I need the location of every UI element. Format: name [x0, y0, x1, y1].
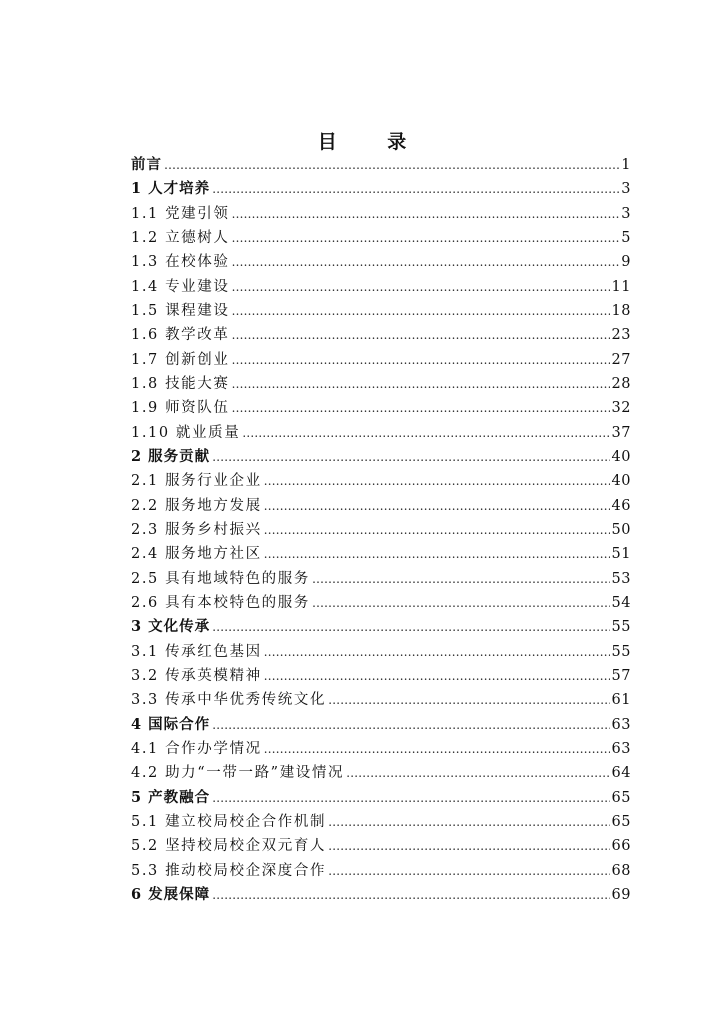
- toc-entry[interactable]: [131, 591, 631, 615]
- dot-leader: [328, 810, 609, 834]
- toc-entry[interactable]: [131, 810, 631, 834]
- dot-leader: [328, 688, 609, 712]
- dot-leader: [212, 883, 609, 907]
- toc-entry-label: 1.5 课程建设: [131, 302, 230, 319]
- toc-entry[interactable]: [131, 202, 631, 226]
- toc-entry[interactable]: [131, 445, 631, 469]
- toc-entry[interactable]: [131, 786, 631, 810]
- toc-page-number: 3: [621, 205, 631, 222]
- dot-leader: [231, 202, 619, 226]
- toc-entry[interactable]: [131, 859, 631, 883]
- dot-leader: [264, 664, 610, 688]
- toc-page-number: 27: [611, 351, 631, 368]
- toc-page-number: 50: [611, 521, 631, 538]
- toc-entry-label: 1.2 立德树人: [131, 229, 230, 246]
- toc-entry-label: 2 服务贡献: [131, 447, 211, 465]
- toc-page-number: 54: [611, 594, 631, 611]
- toc-entry[interactable]: [131, 177, 631, 201]
- dot-leader: [231, 323, 609, 347]
- toc-entry-label: 5.2 坚持校局校企双元育人: [131, 838, 327, 855]
- toc-page-number: 69: [611, 886, 631, 903]
- toc-entry-label: 3.2 传承英模精神: [131, 667, 262, 684]
- dot-leader: [212, 445, 609, 469]
- toc-page-number: 53: [611, 570, 631, 587]
- toc-entry-label: 5.1 建立校局校企合作机制: [131, 813, 327, 830]
- toc-entry[interactable]: [131, 153, 631, 177]
- dot-leader: [264, 737, 610, 761]
- dot-leader: [264, 542, 610, 566]
- toc-entry-label: 5 产教融合: [131, 788, 211, 806]
- toc-entry[interactable]: [131, 372, 631, 396]
- toc-page-number: 40: [611, 448, 631, 465]
- toc-entry[interactable]: [131, 494, 631, 518]
- toc-page-number: 66: [611, 838, 631, 855]
- toc-entry[interactable]: [131, 323, 631, 347]
- table-of-contents: [131, 153, 631, 907]
- dot-leader: [264, 469, 610, 493]
- dot-leader: [231, 396, 609, 420]
- toc-entry-label: 3.3 传承中华优秀传统文化: [131, 692, 327, 709]
- dot-leader: [231, 250, 619, 274]
- toc-page-number: 64: [611, 765, 631, 782]
- toc-entry[interactable]: [131, 688, 631, 712]
- toc-page-number: 55: [611, 619, 631, 636]
- toc-entry-label: 6 发展保障: [131, 885, 211, 903]
- toc-entry[interactable]: [131, 737, 631, 761]
- toc-page-number: 11: [611, 278, 631, 295]
- dot-leader: [328, 859, 609, 883]
- toc-page-number: 63: [611, 740, 631, 757]
- toc-entry[interactable]: [131, 348, 631, 372]
- toc-entry-label: 4.2 助力“一带一路”建设情况: [131, 765, 345, 782]
- toc-entry[interactable]: [131, 713, 631, 737]
- toc-entry[interactable]: [131, 396, 631, 420]
- toc-title: 目 录: [317, 131, 429, 153]
- toc-entry-label: 2.5 具有地域特色的服务: [131, 570, 310, 587]
- dot-leader: [231, 275, 609, 299]
- toc-entry[interactable]: [131, 615, 631, 639]
- toc-page-number: 61: [611, 692, 631, 709]
- dot-leader: [212, 177, 619, 201]
- toc-entry[interactable]: [131, 518, 631, 542]
- toc-page-number: 46: [611, 497, 631, 514]
- toc-page-number: 65: [611, 789, 631, 806]
- toc-entry-label: 1.10 就业质量: [131, 424, 241, 441]
- dot-leader: [231, 226, 619, 250]
- dot-leader: [242, 421, 609, 445]
- toc-entry-label: 2.4 服务地方社区: [131, 546, 262, 563]
- toc-entry-label: 5.3 推动校局校企深度合作: [131, 862, 327, 879]
- toc-entry-label: 3.1 传承红色基因: [131, 643, 262, 660]
- toc-entry-label: 2.1 服务行业企业: [131, 473, 262, 490]
- toc-entry[interactable]: [131, 883, 631, 907]
- dot-leader: [212, 786, 609, 810]
- toc-entry[interactable]: [131, 226, 631, 250]
- dot-leader: [312, 591, 610, 615]
- toc-entry[interactable]: [131, 469, 631, 493]
- toc-page-number: 51: [611, 546, 631, 563]
- toc-page-number: 68: [611, 862, 631, 879]
- toc-entry[interactable]: [131, 567, 631, 591]
- toc-entry[interactable]: [131, 250, 631, 274]
- toc-entry-label: 2.2 服务地方发展: [131, 497, 262, 514]
- toc-entry-label: 1.7 创新创业: [131, 351, 230, 368]
- toc-entry-label: 2.6 具有本校特色的服务: [131, 594, 310, 611]
- toc-page-number: 32: [611, 400, 631, 417]
- dot-leader: [264, 494, 610, 518]
- dot-leader: [231, 299, 609, 323]
- toc-entry-label: 1.9 师资队伍: [131, 400, 230, 417]
- toc-entry-label: 4.1 合作办学情况: [131, 740, 262, 757]
- dot-leader: [312, 567, 610, 591]
- dot-leader: [346, 761, 609, 785]
- toc-entry[interactable]: [131, 299, 631, 323]
- dot-leader: [264, 640, 610, 664]
- toc-entry[interactable]: [131, 275, 631, 299]
- toc-page-number: 28: [611, 375, 631, 392]
- toc-page-number: 57: [611, 667, 631, 684]
- toc-page-number: 40: [611, 473, 631, 490]
- toc-page-number: 1: [621, 157, 631, 173]
- toc-page-number: 65: [611, 813, 631, 830]
- dot-leader: [264, 518, 610, 542]
- toc-entry-label: 1.6 教学改革: [131, 327, 230, 344]
- dot-leader: [164, 153, 619, 177]
- toc-entry[interactable]: [131, 834, 631, 858]
- toc-page-number: 55: [611, 643, 631, 660]
- dot-leader: [231, 372, 609, 396]
- toc-page-number: 23: [611, 327, 631, 344]
- toc-entry-label: 1.1 党建引领: [131, 205, 230, 222]
- toc-page-number: 63: [611, 716, 631, 733]
- toc-entry-label: 2.3 服务乡村振兴: [131, 521, 262, 538]
- toc-entry-label: 1.8 技能大赛: [131, 375, 230, 392]
- toc-entry-label: 4 国际合作: [131, 715, 211, 733]
- dot-leader: [328, 834, 609, 858]
- toc-page-number: 9: [621, 254, 631, 271]
- toc-page-number: 5: [621, 229, 631, 246]
- toc-page-number: 37: [611, 424, 631, 441]
- dot-leader: [231, 348, 609, 372]
- toc-entry[interactable]: [131, 421, 631, 445]
- toc-entry-label: 1.4 专业建设: [131, 278, 230, 295]
- toc-entry-label: 1.3 在校体验: [131, 254, 230, 271]
- toc-entry[interactable]: [131, 761, 631, 785]
- toc-page-number: 18: [611, 302, 631, 319]
- toc-entry[interactable]: [131, 640, 631, 664]
- toc-entry-label: 3 文化传承: [131, 618, 211, 636]
- toc-page-number: 3: [621, 181, 631, 198]
- dot-leader: [212, 615, 609, 639]
- toc-entry[interactable]: [131, 542, 631, 566]
- dot-leader: [212, 713, 609, 737]
- toc-entry[interactable]: [131, 664, 631, 688]
- toc-entry-label: 前言: [131, 156, 162, 173]
- toc-entry-label: 1 人才培养: [131, 180, 211, 198]
